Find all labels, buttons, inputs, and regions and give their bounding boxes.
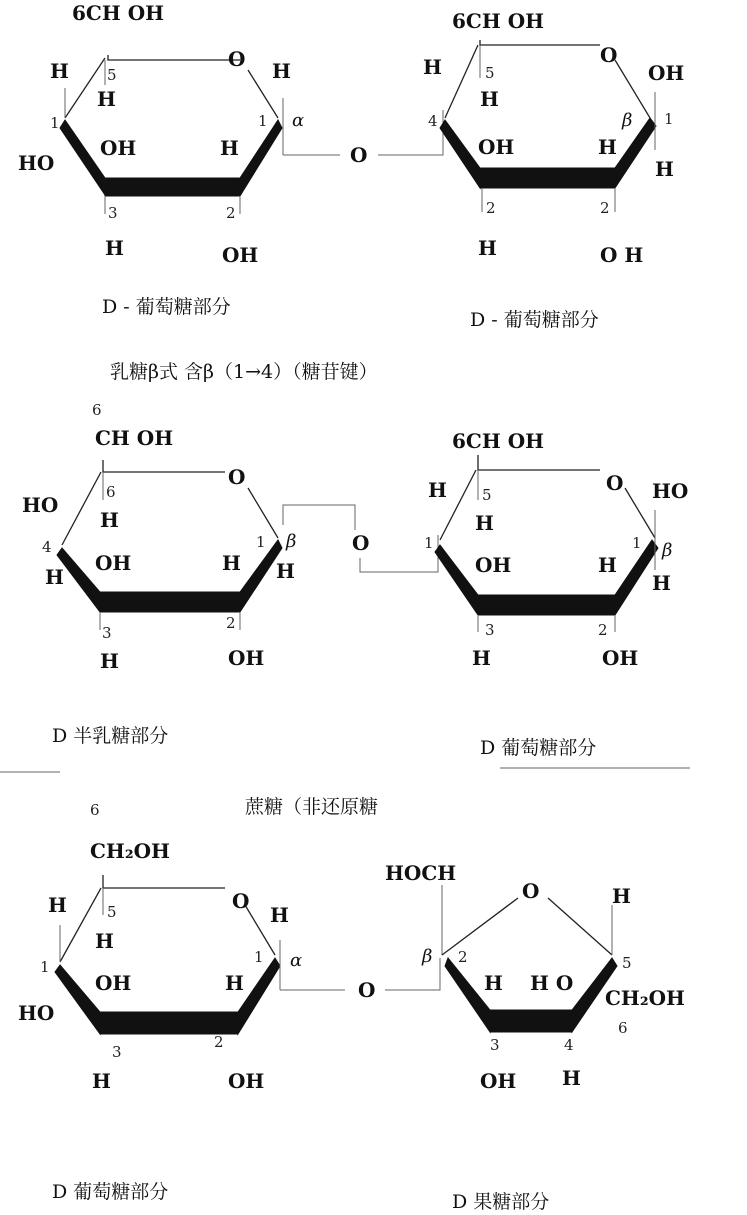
c4-number: 4 xyxy=(428,112,438,130)
h-label: H xyxy=(598,135,617,159)
oh-label: OH xyxy=(222,243,259,267)
h-label: H xyxy=(475,511,494,535)
c6-number: 6 xyxy=(618,1019,628,1037)
ring-front-left-edge xyxy=(440,120,480,188)
alpha-anomer-label: α xyxy=(290,950,303,971)
h-label: H xyxy=(484,971,503,995)
h-label: H xyxy=(655,157,674,181)
fig3-caption-right: D 果糖部分 xyxy=(452,1191,550,1213)
h-label: H xyxy=(45,565,64,589)
ring-front-bottom-edge xyxy=(100,1012,238,1034)
ring-o-c1-bond xyxy=(625,488,655,538)
ring-o-c1-bond xyxy=(248,488,278,538)
ho-label: HO xyxy=(22,493,59,517)
ring-front-bottom-edge xyxy=(105,178,240,196)
oh-label: OH xyxy=(100,136,137,160)
oh-label: OH xyxy=(95,551,132,575)
ring-top-bond xyxy=(103,460,225,472)
bridge-oxygen-label: O xyxy=(352,531,370,555)
h-label: H xyxy=(100,508,119,532)
fig3-glycosidic-bridge xyxy=(280,958,440,1002)
fig2-left-ring xyxy=(22,401,296,673)
h-label: H xyxy=(92,1069,111,1093)
c4-number: 1 xyxy=(40,958,50,976)
c3-number: 3 xyxy=(490,1036,500,1054)
c1-number: 1 xyxy=(258,112,268,130)
ring-oxygen-label: O xyxy=(522,879,540,903)
c6-number: 6 xyxy=(90,801,100,819)
oh-label: O H xyxy=(600,243,644,267)
ring-front-bottom-edge xyxy=(480,168,615,188)
ho-label: HO xyxy=(652,479,689,503)
h-label: H xyxy=(272,59,291,83)
fig1-right-ring xyxy=(423,9,684,267)
beta-anomer-label: β xyxy=(422,946,433,967)
ring-top-bond xyxy=(478,455,600,470)
fig2-glycosidic-bridge xyxy=(283,505,438,572)
ring-c5-c4-bond xyxy=(445,45,478,118)
beta-anomer-label: β xyxy=(286,531,297,552)
c3-number: 3 xyxy=(112,1043,122,1061)
c2-number: 2 xyxy=(600,199,610,217)
ho-label: HO xyxy=(18,151,55,175)
oh-label: OH xyxy=(95,971,132,995)
h-label: H xyxy=(222,551,241,575)
h-label: H xyxy=(97,87,116,111)
oh-label: OH xyxy=(648,61,685,85)
ring-top-bond xyxy=(103,875,225,888)
ring-top-bond xyxy=(108,55,240,60)
c5-number: 6 xyxy=(106,483,116,501)
fig3-caption-left: D 葡萄糖部分 xyxy=(52,1181,169,1203)
fig2-caption-right: D 葡萄糖部分 xyxy=(480,737,597,759)
h-label: H xyxy=(100,649,119,673)
fig1-caption-right: D - 葡萄糖部分 xyxy=(470,309,599,331)
fig2-title: 蔗糖（非还原糖 xyxy=(245,796,379,818)
c6-group-label: 6CH OH xyxy=(72,1,165,25)
c4-number: 4 xyxy=(42,538,52,556)
c3-number: 3 xyxy=(485,621,495,639)
h-label: H xyxy=(612,884,631,908)
ring-oxygen-label: O xyxy=(228,47,246,71)
oh-label: OH xyxy=(228,1069,265,1093)
h-label: H xyxy=(472,646,491,670)
ho-label: H O xyxy=(530,971,574,995)
ring-oxygen-label: O xyxy=(228,465,246,489)
bridge-oxygen-label: O xyxy=(358,978,376,1002)
h-label: H xyxy=(652,571,671,595)
oh-label: OH xyxy=(478,135,515,159)
ho-label: HO xyxy=(18,1001,55,1025)
oh-label: OH xyxy=(480,1069,517,1093)
c5-number: 5 xyxy=(485,64,495,82)
h-label: H xyxy=(562,1066,581,1090)
ring-front-right-edge xyxy=(240,120,282,196)
fig1-left-ring xyxy=(18,1,304,267)
h-label: H xyxy=(276,559,295,583)
h-label: H xyxy=(598,553,617,577)
ring-top-bond xyxy=(480,40,600,45)
h-label: H xyxy=(270,903,289,927)
ring-front-bottom-edge xyxy=(100,592,240,612)
c2-number: 2 xyxy=(226,204,236,222)
bridge-oxygen-label: O xyxy=(350,143,368,167)
c4-number: 1 xyxy=(50,114,60,132)
ring-oxygen-label: O xyxy=(606,471,624,495)
c4-number: 4 xyxy=(564,1036,574,1054)
c5-number: 5 xyxy=(107,903,117,921)
beta-anomer-label: β xyxy=(622,110,633,131)
ring-o-c1-bond xyxy=(615,60,650,118)
figure-2 xyxy=(0,401,690,818)
ring-oxygen-label: O xyxy=(232,889,250,913)
h-label: H xyxy=(423,55,442,79)
figure-3 xyxy=(18,801,685,1213)
c6-group-label: CH₂OH xyxy=(90,839,170,863)
c3-number: 3 xyxy=(108,204,118,222)
c2-number: 2 xyxy=(226,614,236,632)
fig1-title: 乳糖β式 含β（1→4）（糖苷键） xyxy=(110,361,378,383)
ch2oh-label: CH₂OH xyxy=(605,986,685,1010)
ring-front-left-edge xyxy=(55,965,100,1034)
beta-anomer-label: β xyxy=(662,540,673,561)
c5-number: 5 xyxy=(482,486,492,504)
h-label: H xyxy=(480,87,499,111)
ring-front-right-edge xyxy=(238,958,280,1034)
c1-number: 1 xyxy=(664,110,674,128)
fig1-glycosidic-bridge xyxy=(283,110,443,167)
ring-front-left-edge xyxy=(435,545,478,615)
h-label: H xyxy=(105,236,124,260)
c6-number: 6 xyxy=(92,401,102,419)
alpha-anomer-label: α xyxy=(292,110,305,131)
fig2-caption-left: D 半乳糖部分 xyxy=(52,725,169,747)
ring-c5-c4-bond xyxy=(62,472,101,545)
h-label: H xyxy=(478,236,497,260)
c2-number: 2 xyxy=(598,621,608,639)
c3-number: 3 xyxy=(102,624,112,642)
c2-number: 2 xyxy=(458,948,468,966)
bridge-left-bond xyxy=(283,505,355,530)
c6-group-label: CH OH xyxy=(95,426,174,450)
c1-number: 1 xyxy=(254,948,264,966)
h-label: H xyxy=(48,893,67,917)
ring-oxygen-label: O xyxy=(600,43,618,67)
c1-number: 1 xyxy=(256,533,266,551)
hoch-label: HOCH xyxy=(385,861,457,885)
c5-number: 5 xyxy=(622,954,632,972)
fig3-right-furanose-ring xyxy=(385,861,685,1093)
fig2-right-ring xyxy=(424,429,688,670)
ring-front-left-edge xyxy=(60,120,105,195)
c6-group-label: 6CH OH xyxy=(452,9,545,33)
h-label: H xyxy=(225,971,244,995)
h-label: H xyxy=(50,59,69,83)
ring-front-left-edge xyxy=(445,958,490,1032)
ring-front-bottom-edge xyxy=(478,595,615,615)
ring-o-c5-bond xyxy=(548,898,612,955)
c2-number: 2 xyxy=(214,1033,224,1051)
fig3-left-ring xyxy=(18,801,302,1093)
c4-number: 1 xyxy=(424,534,434,552)
ring-front-bottom-edge xyxy=(490,1010,572,1032)
c3-number: 2 xyxy=(486,199,496,217)
ring-c2-o-bond xyxy=(442,898,518,955)
h-label: H xyxy=(95,929,114,953)
fig1-caption-left: D - 葡萄糖部分 xyxy=(102,296,231,318)
c6-group-label: 6CH OH xyxy=(452,429,545,453)
h-label: H xyxy=(220,136,239,160)
oh-label: OH xyxy=(228,646,265,670)
c1-number: 1 xyxy=(632,534,642,552)
c5-number: 5 xyxy=(107,66,117,84)
figure-1 xyxy=(18,1,684,383)
h-label: H xyxy=(428,478,447,502)
oh-label: OH xyxy=(602,646,639,670)
oh-label: OH xyxy=(475,553,512,577)
